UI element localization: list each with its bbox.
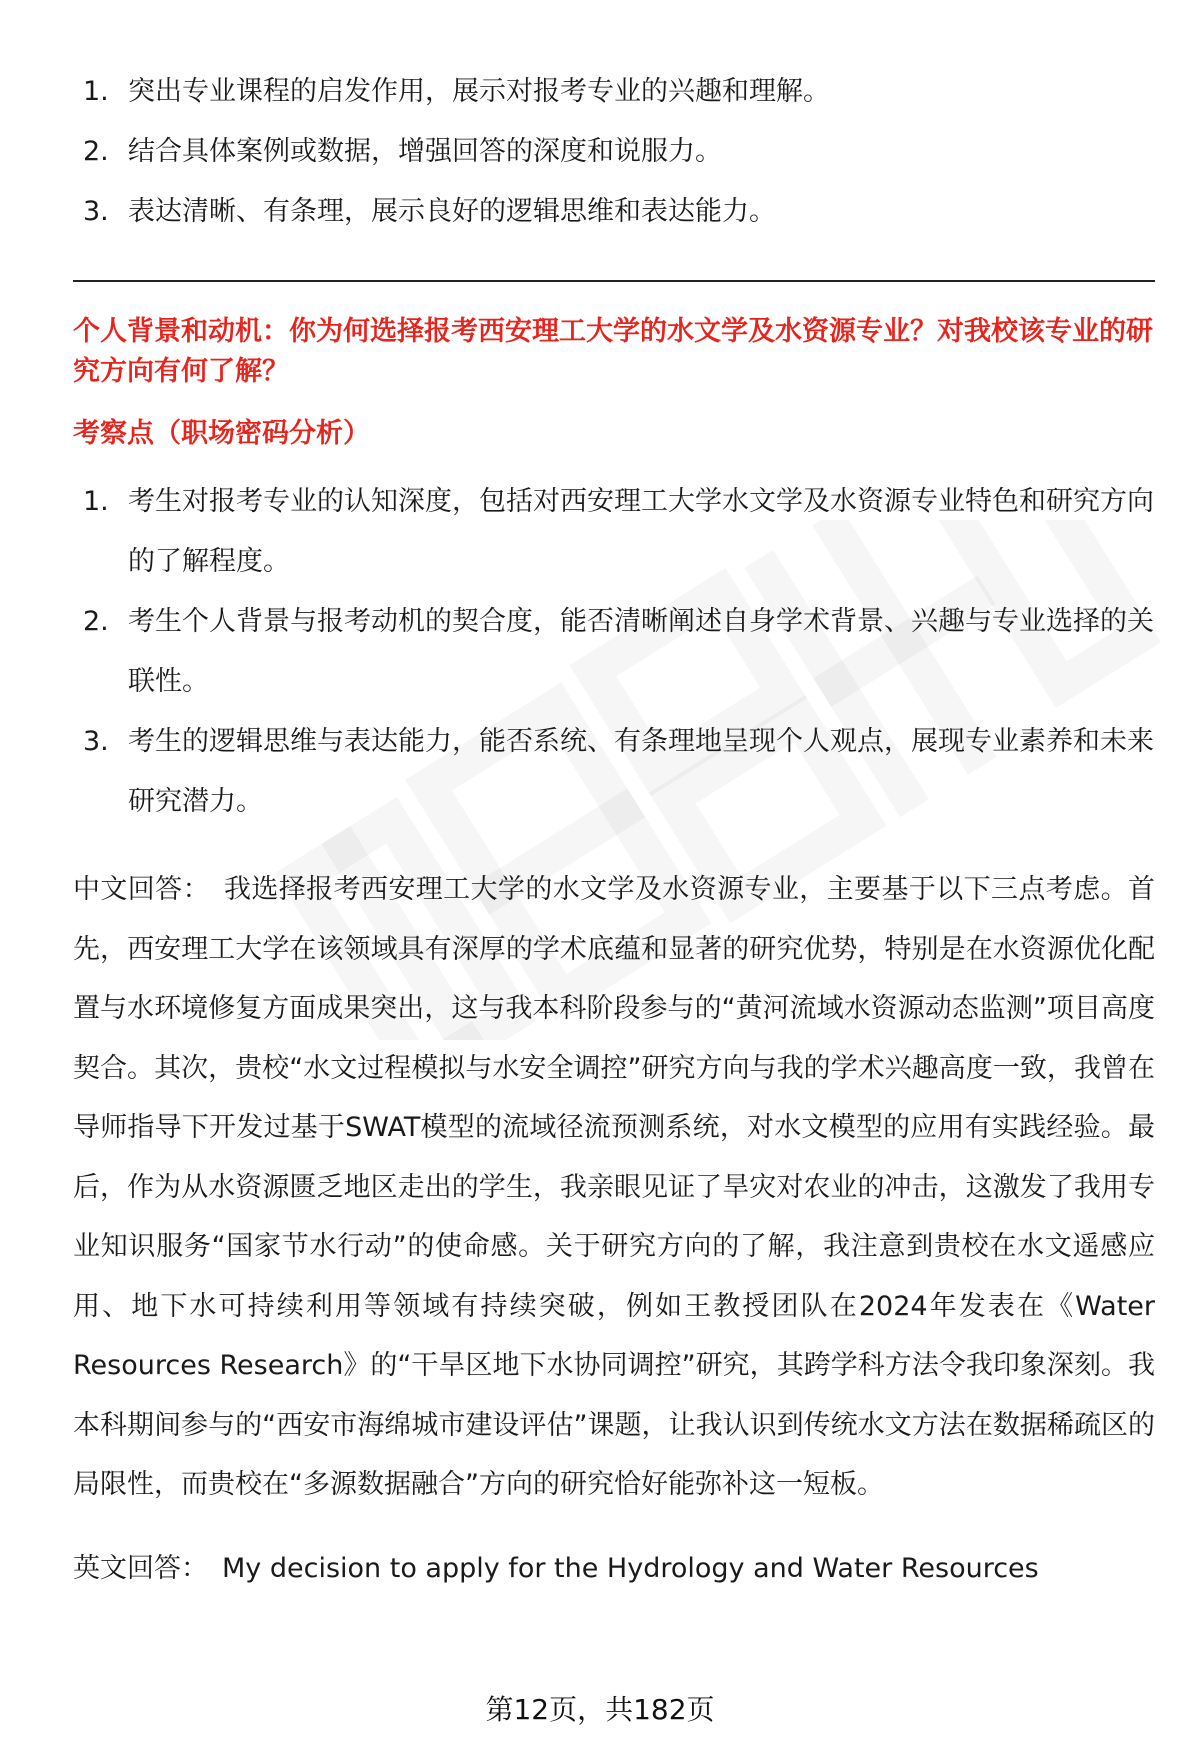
english-answer-text: My decision to apply for the Hydrology and Water Resources [222, 1552, 1039, 1584]
page-content [73, 62, 1155, 1598]
page-number-footer: 第12页，共182页 [485, 1693, 715, 1726]
list-item: 1. 突出专业课程的启发作用，展示对报考专业的兴趣和理解。 [83, 76, 830, 107]
section-divider [73, 280, 1155, 282]
list-item: 2. 结合具体案例或数据，增强回答的深度和说服力。 [83, 136, 722, 167]
list-item: 2. 考生个人背景与报考动机的契合度，能否清晰阐述自身学术背景、兴趣与专业选择的关联性。 [83, 606, 1154, 697]
chinese-answer-label: 中文回答： [73, 874, 210, 905]
english-answer [73, 1539, 1155, 1599]
list-item: 1. 考生对报考专业的认知深度，包括对西安理工大学水文学及水资源专业特色和研究方向的了解程度。 [83, 486, 1154, 577]
assessment-points-list [73, 472, 1155, 832]
list-item: 3. 表达清晰、有条理，展示良好的逻辑思维和表达能力。 [83, 196, 776, 227]
english-answer-label: 英文回答： [73, 1552, 208, 1584]
chinese-answer-text: 我选择报考西安理工大学的水文学及水资源专业，主要基于以下三点考虑。首先，西安理工大学在该领域具有深厚的学术底蕴和显著的研究优势，特别是在水资源优化配置与水环境修复方面成果突出，这与我本科阶段参与的“黄河流域水资源动态监测”项目高度契合。其次，贵校“水文过程模拟与水安全调控”研究方向与我的学术兴趣高度一致，我曾在导师指导下开发过基于SWAT模型的流域径流预测系统，对水文模型的应用有实践经验。最后，作为从水资源匮乏地区走出的学生，我亲眼见证了旱灾对农业的冲击，这激发了我用专业知识服务“国家节水行动”的使命感。关于研究方向的了解，我注意到贵校在水文遥感应用、地下水可持续利用等领域有持续突破，例如王教授团队在2024年发表在《Water Resources Research》的“干旱区地下水协同调控”研究，其跨学科方法令我印象深刻。我本科期间参与的“西安市海绵城市建设评估”课题，让我认识到传统水文方法在数据稀疏区的局限性，而贵校在“多源数据融合”方向的研究恰好能弥补这一短板。 [73, 874, 1156, 1500]
points-heading: 考察点（职场密码分析） [73, 418, 370, 449]
question-heading: 个人背景和动机：你为何选择报考西安理工大学的水文学及水资源专业？对我校该专业的研究方向有何了解？ [73, 316, 1153, 387]
top-numbered-list [73, 62, 1155, 242]
list-item: 3. 考生的逻辑思维与表达能力，能否系统、有条理地呈现个人观点，展现专业素养和未来研究潜力。 [83, 726, 1154, 817]
chinese-answer [73, 860, 1155, 1515]
